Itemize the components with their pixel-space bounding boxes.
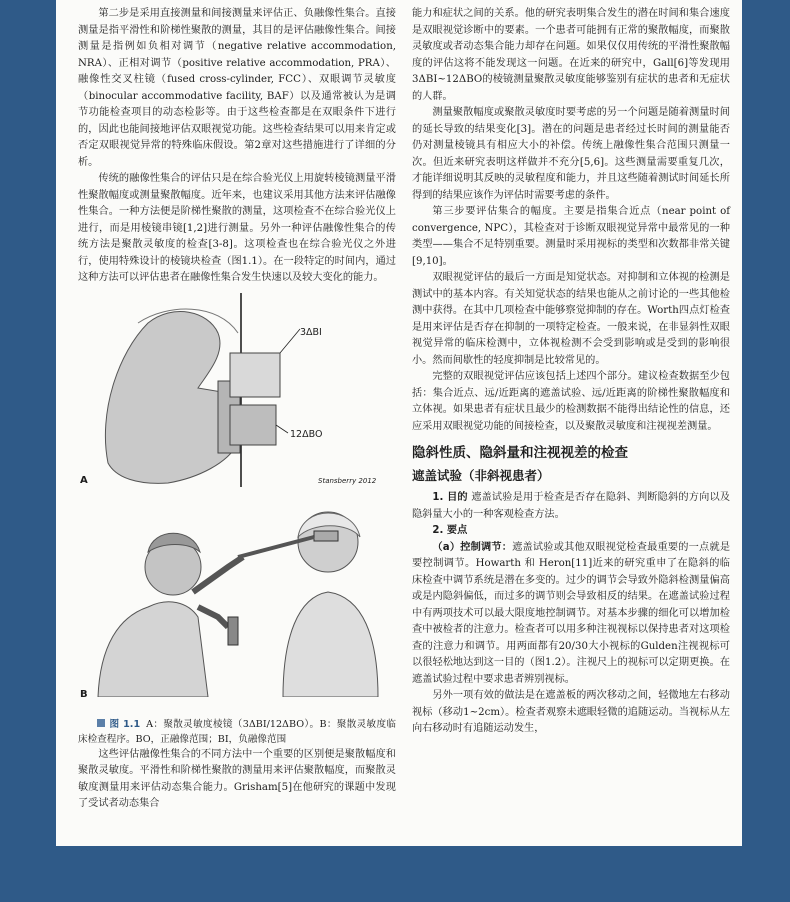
clinical-procedure-illustration [78, 497, 396, 697]
book-page [56, 0, 742, 846]
paragraph: 测量聚散幅度或聚散灵敏度时要考虑的另一个问题是随着测量时间的延长导致的结果变化[3]。潜在的问题是患者经过长时间的测量能否仍对测量棱镜具有相应大小的补偿。传统上融像性集合范围只测量一次。但近来研究表明这样做并不充分[5,6]。这些测量需要重复几次，才能详细说明其反映的灵敏程度和能力，并且这些随着测试时间延长所得到的结果应该作为评估时需要考虑的条件。 [412, 107, 730, 201]
section-heading: 隐斜性质、隐斜量和注视视差的检查 [412, 445, 628, 461]
paragraph: 这些评估融像性集合的不同方法中一个重要的区别便是聚散幅度和聚散灵敏度。平滑性和阶梯性聚散的测量用来评估聚散幅度，而聚散灵敏度测量用来评估动态集合能力。Grisham[5]在他研究的课题中发现了受试者动态集合 [78, 748, 396, 809]
prism-label-bo: 12ΔBO [290, 428, 323, 440]
list-item [412, 540, 730, 689]
prism-label-bi: 3ΔBI [300, 326, 322, 338]
figure-panel-a [78, 293, 396, 487]
item-label: 2. 要点 [432, 525, 468, 536]
figure-panel-b [78, 497, 396, 700]
list-item [412, 490, 730, 523]
item-text: 遮盖试验是用于检查是否存在隐斜、判断隐斜的方向以及隐斜量大小的一种客观检查方法。 [412, 492, 731, 520]
left-column [78, 6, 396, 813]
prism-hand-illustration [78, 293, 396, 487]
subsection-heading: 遮盖试验（非斜视患者） [412, 467, 550, 483]
panel-letter-b: B [80, 688, 88, 700]
paragraph: 双眼视觉评估的最后一方面是知觉状态。对抑制和立体视的检测是测试中的基本内容。有关知觉状态的结果也能从之前讨论的一些其他检测中获得。在其中几项检查中能够察觉抑制的存在。Worth四点灯检查是用来评估是否存在抑制的一项特定检查。一般来说，在非显斜性双眼视觉异常的临床检测中，立体视检测不会受到影响或是受到的影响很小。然而间歇性的轻度抑制是比较常见的。 [412, 272, 730, 366]
caption-text: A：聚散灵敏度棱镜（3ΔBI/12ΔBO）。B：聚散灵敏度临床检查程序。BO，正融像范围；BI，负融像范围 [78, 718, 396, 745]
item-label: 1. 目的 [432, 492, 468, 503]
paragraph: 能力和症状之间的关系。他的研究表明集合发生的潜在时间和集合速度是双眼视觉诊断中的要素。一个患者可能拥有正常的聚散幅度，而聚散灵敏度或者动态集合能力却存在问题。如果仅仅用传统的平滑性聚散幅度的评估这将不能发现这一问题。在近来的研究中，Gall[6]等发现用3ΔBI~12ΔBO的棱镜测量聚散灵敏度能够鉴别有症状的患者和无症状的人群。 [412, 8, 730, 102]
panel-letter-a: A [80, 474, 88, 486]
item-text: 遮盖试验或其他双眼视觉检查最重要的一点就是要控制调节。Howarth 和 Heron[11]近来的研究重申了在隐斜的临床检查中调节系统是潜在多变的。过少的调节会导致外隐斜检测量偏高或是内隐斜偏低，而过多的调节则会导致相反的结果。在遮盖试验过程中有两项技术可以最大限度地控制调节。对基本步骤的细化可以增加检查中被检者的注意力。检查者可以用多种注视视标以保持患者对这项检查的注意力和调节。用两面都有20/30大小视标的Gulden注视视标可以很轻松地达到这一目的（图1.2）。注视尺上的视标可以定期更换。在遮盖试验过程中要求患者辨别视标。 [412, 541, 731, 685]
item-label: （a）控制调节： [432, 541, 513, 553]
figure-1-1 [78, 293, 396, 713]
illustrator-signature: Stansberry 2012 [318, 476, 377, 485]
paragraph: 完整的双眼视觉评估应该包括上述四个部分。建议检查数据至少包括：集合近点、远/近距离的遮盖试验、远/近距离的阶梯性聚散幅度和立体视。如果患者有症状且最少的检测数据不能得出结论性的信息，还应采用双眼视觉功能的间接检查，以及聚散灵敏度和注视视差测量。 [412, 371, 730, 432]
list-item [412, 523, 730, 540]
figure-number: 图 1.1 [109, 718, 141, 730]
paragraph: 第三步要评估集合的幅度。主要是指集合近点（near point of convergence, NPC），其检查对于诊断双眼视觉异常中最常见的一种类型——集合不足特别重要。测量时采用视标的类型和次数都非常关键[9,10]。 [412, 206, 730, 267]
paragraph: 传统的融像性集合的评估只是在综合验光仪上用旋转棱镜测量平滑性聚散幅度或测量聚散幅度。近年来，也建议采用其他方法来评估融像性集合。一种方法便是阶梯性聚散的测量，这项检查不在综合验光仪上进行，而是用棱镜串镜[1,2]进行测量。另外一种评估融像性集合的传统方法是聚散灵敏度的检查[3-8]。这项检查也在综合验光仪之外进行，使用特殊设计的棱镜块检查（图1.1）。在一段特定的时间内，通过这种方法可以评估患者在融像性集合发生快速以及较大变化的能力。 [78, 173, 396, 283]
figure-caption [78, 717, 396, 747]
caption-marker-icon [97, 719, 105, 727]
paragraph: 第二步是采用直接测量和间接测量来评估正、负融像性集合。直接测量是指平滑性和阶梯性聚散的测量，其目的是评估融像性集合。间接测量是指例如负相对调节（negative relative accommodation, NRA）、正相对调节（positive relative accommodation, PRA）、融像性交叉柱镜（fused cross-cylinder, FCC）、双眼调节灵敏度（binocular accommodative facility, BAF）以及通常被认为是调节功能检查项目的动态检影等。由于这些检查都是在双眼条件下进行的，因此也能间接地评估双眼视觉功能。这些检查结果可以用来肯定或否定双眼视觉异常的特殊临床假设。第2章对这些措施进行了详细的分析。 [78, 8, 396, 168]
right-column [412, 6, 730, 738]
paragraph: 另外一项有效的做法是在遮盖板的两次移动之间，轻微地左右移动视标（移动1~2cm）。检查者观察未遮眼轻微的追随运动。当视标从左向右移动时有追随运动发生， [412, 690, 730, 734]
